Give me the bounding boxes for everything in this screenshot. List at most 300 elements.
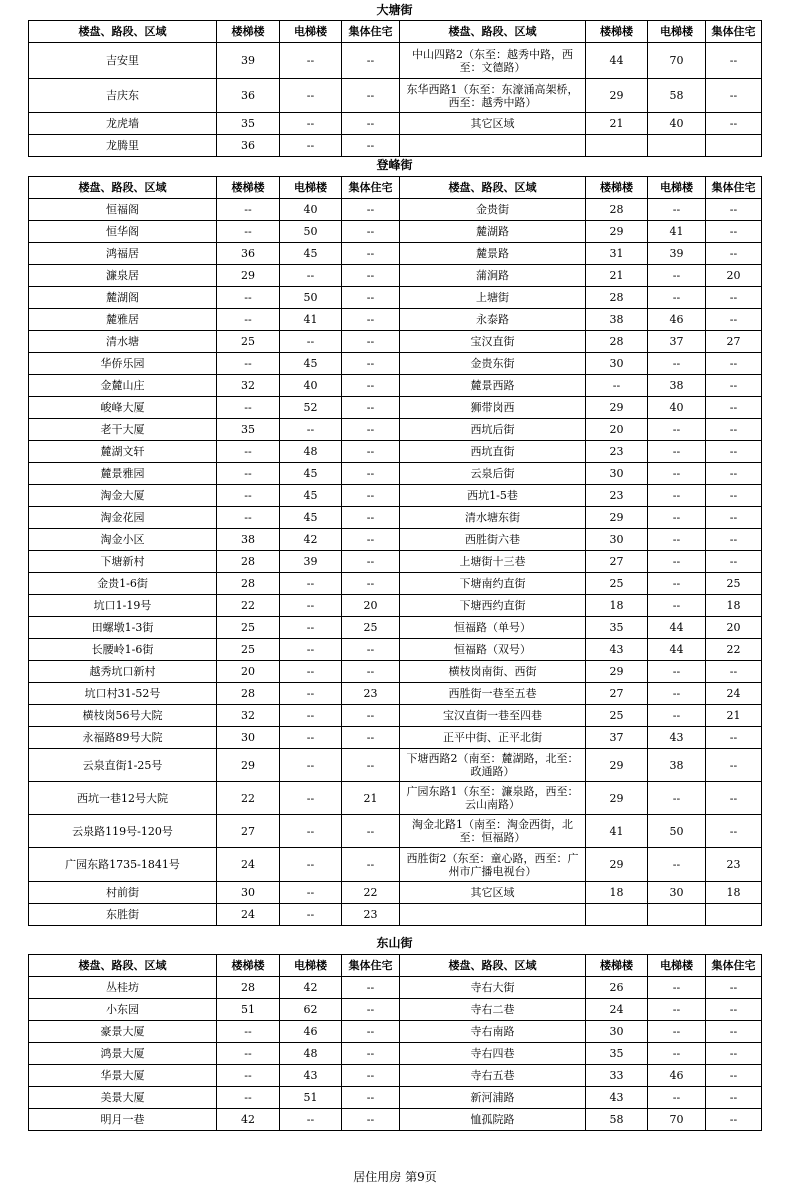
table-cell: -- bbox=[342, 999, 400, 1021]
table-cell: 23 bbox=[342, 904, 400, 926]
table-cell: 45 bbox=[280, 353, 342, 375]
table-cell: 22 bbox=[217, 595, 280, 617]
table-cell: 29 bbox=[586, 848, 648, 882]
table-cell: -- bbox=[706, 463, 762, 485]
table-cell: -- bbox=[342, 375, 400, 397]
table-cell: 28 bbox=[586, 331, 648, 353]
table-cell: 鸿福居 bbox=[29, 243, 217, 265]
table-cell: 22 bbox=[706, 639, 762, 661]
table-row bbox=[29, 782, 762, 815]
table-cell: 28 bbox=[217, 977, 280, 999]
table-cell: 70 bbox=[648, 1109, 706, 1131]
table-cell: -- bbox=[280, 727, 342, 749]
table-cell: -- bbox=[648, 1087, 706, 1109]
table-cell: -- bbox=[280, 419, 342, 441]
table-cell: 28 bbox=[217, 551, 280, 573]
table-cell: -- bbox=[342, 485, 400, 507]
table-cell: -- bbox=[342, 79, 400, 113]
table-cell: -- bbox=[342, 661, 400, 683]
table-cell: 麓景路 bbox=[400, 243, 586, 265]
table-cell: 横枝岗南街、西街 bbox=[400, 661, 586, 683]
table-cell: 50 bbox=[648, 815, 706, 848]
table-cell: 清水塘东街 bbox=[400, 507, 586, 529]
table-cell: 蒲涧路 bbox=[400, 265, 586, 287]
table-cell: 恒福路（单号） bbox=[400, 617, 586, 639]
table-cell: -- bbox=[648, 848, 706, 882]
table-cell: 42 bbox=[280, 977, 342, 999]
table-row bbox=[29, 749, 762, 782]
table-cell: 35 bbox=[586, 617, 648, 639]
table-cell: -- bbox=[217, 507, 280, 529]
table-row bbox=[29, 1109, 762, 1131]
table-cell: 28 bbox=[586, 199, 648, 221]
table-row bbox=[29, 243, 762, 265]
table-cell: -- bbox=[648, 705, 706, 727]
table-cell: 淘金小区 bbox=[29, 529, 217, 551]
table-cell: -- bbox=[648, 1043, 706, 1065]
table-cell: 32 bbox=[217, 705, 280, 727]
table-dongshan bbox=[28, 954, 762, 1131]
table-cell: 恒福阁 bbox=[29, 199, 217, 221]
table-row bbox=[29, 507, 762, 529]
table-cell: 宝汉直街 bbox=[400, 331, 586, 353]
table-cell: 46 bbox=[648, 309, 706, 331]
table-cell: 40 bbox=[280, 199, 342, 221]
table-cell: -- bbox=[342, 135, 400, 157]
table-row bbox=[29, 529, 762, 551]
table-cell: 寺右五巷 bbox=[400, 1065, 586, 1087]
table-cell: 38 bbox=[648, 375, 706, 397]
column-header: 集体住宅 bbox=[342, 177, 400, 199]
table-cell: -- bbox=[706, 507, 762, 529]
table-cell: 寺右大街 bbox=[400, 977, 586, 999]
table-row bbox=[29, 113, 762, 135]
table-cell: -- bbox=[648, 463, 706, 485]
table-cell: 明月一巷 bbox=[29, 1109, 217, 1131]
table-cell: -- bbox=[280, 749, 342, 782]
table-cell bbox=[586, 135, 648, 157]
table-cell: -- bbox=[706, 353, 762, 375]
table-cell: -- bbox=[342, 331, 400, 353]
table-cell bbox=[706, 135, 762, 157]
table-row bbox=[29, 79, 762, 113]
table-cell: 下塘西约直街 bbox=[400, 595, 586, 617]
table-cell: -- bbox=[648, 551, 706, 573]
table-cell: 27 bbox=[217, 815, 280, 848]
table-cell: 金贵街 bbox=[400, 199, 586, 221]
table-cell: 寺右四巷 bbox=[400, 1043, 586, 1065]
table-cell: 25 bbox=[586, 573, 648, 595]
column-header: 楼梯楼 bbox=[586, 177, 648, 199]
table-cell: -- bbox=[706, 1043, 762, 1065]
table-cell: -- bbox=[280, 661, 342, 683]
table-row bbox=[29, 727, 762, 749]
table-cell: -- bbox=[706, 309, 762, 331]
table-cell: 华侨乐园 bbox=[29, 353, 217, 375]
table-row bbox=[29, 1065, 762, 1087]
table-cell: -- bbox=[706, 749, 762, 782]
table-cell: -- bbox=[342, 749, 400, 782]
table-cell: 51 bbox=[280, 1087, 342, 1109]
table-cell: -- bbox=[280, 113, 342, 135]
table-cell: 29 bbox=[217, 265, 280, 287]
table-cell: -- bbox=[706, 79, 762, 113]
table-cell: 龙腾里 bbox=[29, 135, 217, 157]
table-cell: -- bbox=[217, 1043, 280, 1065]
table-cell: -- bbox=[342, 309, 400, 331]
table-cell: -- bbox=[342, 848, 400, 882]
table-cell: 豪景大厦 bbox=[29, 1021, 217, 1043]
table-cell: -- bbox=[706, 419, 762, 441]
table-row bbox=[29, 419, 762, 441]
table-cell: 43 bbox=[648, 727, 706, 749]
table-cell: -- bbox=[217, 485, 280, 507]
table-cell: 新河浦路 bbox=[400, 1087, 586, 1109]
column-header: 电梯楼 bbox=[648, 21, 706, 43]
table-cell: 西胜街六巷 bbox=[400, 529, 586, 551]
table-cell: 29 bbox=[586, 79, 648, 113]
section-title-datang: 大塘街 bbox=[376, 3, 413, 17]
table-cell: 39 bbox=[648, 243, 706, 265]
table-cell: 峻峰大厦 bbox=[29, 397, 217, 419]
table-cell: -- bbox=[342, 397, 400, 419]
table-cell: -- bbox=[706, 551, 762, 573]
table-cell: -- bbox=[648, 661, 706, 683]
table-row bbox=[29, 1043, 762, 1065]
table-cell: 25 bbox=[586, 705, 648, 727]
table-cell: -- bbox=[342, 419, 400, 441]
table-cell: 小东园 bbox=[29, 999, 217, 1021]
table-row bbox=[29, 43, 762, 79]
table-cell: 45 bbox=[280, 507, 342, 529]
table-cell: -- bbox=[280, 79, 342, 113]
table-cell: -- bbox=[280, 683, 342, 705]
table-cell: 25 bbox=[342, 617, 400, 639]
table-cell: -- bbox=[648, 485, 706, 507]
table-row bbox=[29, 463, 762, 485]
table-cell: 29 bbox=[217, 749, 280, 782]
table-cell: -- bbox=[342, 705, 400, 727]
table-cell: 20 bbox=[342, 595, 400, 617]
table-cell: 下塘西路2（南至：麓湖路，北至：政通路） bbox=[400, 749, 586, 782]
table-cell: 云泉后街 bbox=[400, 463, 586, 485]
table-cell: -- bbox=[217, 1065, 280, 1087]
table-cell: 29 bbox=[586, 221, 648, 243]
table-cell: 麓景雅园 bbox=[29, 463, 217, 485]
table-cell: 淘金花园 bbox=[29, 507, 217, 529]
table-cell: -- bbox=[217, 353, 280, 375]
table-cell: -- bbox=[342, 287, 400, 309]
table-cell: -- bbox=[217, 1087, 280, 1109]
table-cell: -- bbox=[280, 705, 342, 727]
table-cell: 下塘新村 bbox=[29, 551, 217, 573]
column-header: 楼梯楼 bbox=[586, 955, 648, 977]
table-cell bbox=[400, 135, 586, 157]
table-cell: 58 bbox=[586, 1109, 648, 1131]
table-cell: 云泉直街1-25号 bbox=[29, 749, 217, 782]
table-cell: 44 bbox=[648, 639, 706, 661]
table-cell: -- bbox=[280, 573, 342, 595]
table-cell: -- bbox=[706, 441, 762, 463]
column-header: 集体住宅 bbox=[706, 21, 762, 43]
column-header: 楼盘、路段、区域 bbox=[400, 21, 586, 43]
table-cell: -- bbox=[342, 243, 400, 265]
table-cell: 麓湖路 bbox=[400, 221, 586, 243]
table-cell: 20 bbox=[706, 617, 762, 639]
table-cell: -- bbox=[586, 375, 648, 397]
table-cell: -- bbox=[706, 782, 762, 815]
table-row bbox=[29, 639, 762, 661]
table-cell: 30 bbox=[586, 353, 648, 375]
table-cell: 29 bbox=[586, 749, 648, 782]
table-cell: 永福路89号大院 bbox=[29, 727, 217, 749]
table-cell: 32 bbox=[217, 375, 280, 397]
table-cell: -- bbox=[280, 265, 342, 287]
table-cell: -- bbox=[706, 999, 762, 1021]
table-cell bbox=[400, 904, 586, 926]
table-cell: -- bbox=[280, 595, 342, 617]
table-cell: -- bbox=[342, 507, 400, 529]
table-cell: 西坑一巷12号大院 bbox=[29, 782, 217, 815]
table-cell: 21 bbox=[706, 705, 762, 727]
table-cell: -- bbox=[648, 595, 706, 617]
table-cell: 39 bbox=[280, 551, 342, 573]
table-cell: 云泉路119号-120号 bbox=[29, 815, 217, 848]
table-cell: 46 bbox=[648, 1065, 706, 1087]
table-cell: -- bbox=[217, 309, 280, 331]
table-cell: -- bbox=[342, 1087, 400, 1109]
table-cell: 24 bbox=[217, 904, 280, 926]
table-cell: 36 bbox=[217, 243, 280, 265]
table-cell: 44 bbox=[586, 43, 648, 79]
table-cell: -- bbox=[280, 1109, 342, 1131]
table-cell: 41 bbox=[280, 309, 342, 331]
table-row bbox=[29, 375, 762, 397]
table-row bbox=[29, 705, 762, 727]
table-cell: -- bbox=[280, 43, 342, 79]
table-cell: 麓雅居 bbox=[29, 309, 217, 331]
table-cell: -- bbox=[648, 977, 706, 999]
table-cell: 西坑直街 bbox=[400, 441, 586, 463]
table-cell: 26 bbox=[586, 977, 648, 999]
table-cell: 31 bbox=[586, 243, 648, 265]
column-header: 电梯楼 bbox=[280, 21, 342, 43]
table-cell: -- bbox=[648, 507, 706, 529]
table-cell: -- bbox=[342, 463, 400, 485]
table-cell: -- bbox=[706, 375, 762, 397]
table-cell: 35 bbox=[586, 1043, 648, 1065]
table-cell: 48 bbox=[280, 1043, 342, 1065]
table-cell: 西坑1-5巷 bbox=[400, 485, 586, 507]
table-cell: -- bbox=[648, 199, 706, 221]
table-row bbox=[29, 397, 762, 419]
table-cell: -- bbox=[217, 199, 280, 221]
table-cell: -- bbox=[648, 287, 706, 309]
table-cell: 29 bbox=[586, 507, 648, 529]
table-cell: -- bbox=[706, 1065, 762, 1087]
table-cell: -- bbox=[280, 617, 342, 639]
table-cell: 东胜街 bbox=[29, 904, 217, 926]
table-cell: 其它区域 bbox=[400, 882, 586, 904]
table-row bbox=[29, 683, 762, 705]
table-cell: -- bbox=[706, 113, 762, 135]
table-cell: -- bbox=[280, 904, 342, 926]
table-row bbox=[29, 1087, 762, 1109]
table-cell: 21 bbox=[586, 113, 648, 135]
column-header: 楼盘、路段、区域 bbox=[400, 177, 586, 199]
table-datang bbox=[28, 20, 762, 157]
table-cell: 淘金大厦 bbox=[29, 485, 217, 507]
table-row bbox=[29, 221, 762, 243]
table-cell: -- bbox=[648, 999, 706, 1021]
section-title-dongshan: 东山街 bbox=[376, 936, 413, 950]
column-header: 集体住宅 bbox=[342, 955, 400, 977]
column-header: 楼梯楼 bbox=[586, 21, 648, 43]
table-cell: 坑口1-19号 bbox=[29, 595, 217, 617]
table-cell: 38 bbox=[586, 309, 648, 331]
table-cell: -- bbox=[342, 1021, 400, 1043]
table-cell: 老干大厦 bbox=[29, 419, 217, 441]
table-row bbox=[29, 999, 762, 1021]
table-cell: -- bbox=[217, 463, 280, 485]
table-cell: 吉安里 bbox=[29, 43, 217, 79]
table-cell: -- bbox=[648, 353, 706, 375]
table-cell: -- bbox=[280, 782, 342, 815]
table-cell: 35 bbox=[217, 419, 280, 441]
table-cell: 清水塘 bbox=[29, 331, 217, 353]
table-cell: 29 bbox=[586, 397, 648, 419]
table-cell: -- bbox=[342, 265, 400, 287]
table-cell: 45 bbox=[280, 485, 342, 507]
header-row bbox=[29, 177, 762, 199]
table-cell: 28 bbox=[586, 287, 648, 309]
table-cell: 濂泉居 bbox=[29, 265, 217, 287]
table-cell: 横枝岗56号大院 bbox=[29, 705, 217, 727]
table-cell: 52 bbox=[280, 397, 342, 419]
column-header: 电梯楼 bbox=[280, 955, 342, 977]
table-cell: 23 bbox=[706, 848, 762, 882]
table-row bbox=[29, 135, 762, 157]
table-cell: 27 bbox=[706, 331, 762, 353]
column-header: 楼梯楼 bbox=[217, 955, 280, 977]
table-cell: -- bbox=[280, 815, 342, 848]
table-cell: 30 bbox=[586, 529, 648, 551]
table-cell: 35 bbox=[217, 113, 280, 135]
table-cell: 43 bbox=[586, 1087, 648, 1109]
table-cell: -- bbox=[342, 551, 400, 573]
table-cell: 23 bbox=[586, 485, 648, 507]
table-row bbox=[29, 199, 762, 221]
table-cell: 中山四路2（东至：越秀中路，西至：文德路） bbox=[400, 43, 586, 79]
table-row bbox=[29, 287, 762, 309]
table-cell: -- bbox=[706, 243, 762, 265]
table-cell: 21 bbox=[586, 265, 648, 287]
table-cell: -- bbox=[342, 639, 400, 661]
table-cell: 43 bbox=[280, 1065, 342, 1087]
table-cell: -- bbox=[648, 573, 706, 595]
column-header: 电梯楼 bbox=[648, 955, 706, 977]
table-cell: 金贵1-6街 bbox=[29, 573, 217, 595]
table-cell: -- bbox=[342, 1065, 400, 1087]
table-cell: -- bbox=[217, 287, 280, 309]
table-cell: 48 bbox=[280, 441, 342, 463]
table-cell: 45 bbox=[280, 243, 342, 265]
table-cell: 36 bbox=[217, 79, 280, 113]
table-row bbox=[29, 617, 762, 639]
table-cell: 20 bbox=[586, 419, 648, 441]
table-cell: -- bbox=[706, 1021, 762, 1043]
table-dengfeng bbox=[28, 176, 762, 926]
table-cell: 淘金北路1（南至：淘金西街，北至：恒福路） bbox=[400, 815, 586, 848]
table-row bbox=[29, 485, 762, 507]
table-cell: 42 bbox=[280, 529, 342, 551]
column-header: 集体住宅 bbox=[706, 177, 762, 199]
table-cell: 恤孤院路 bbox=[400, 1109, 586, 1131]
table-cell: 23 bbox=[586, 441, 648, 463]
table-cell: 50 bbox=[280, 221, 342, 243]
table-cell: 麓景西路 bbox=[400, 375, 586, 397]
table-cell: -- bbox=[342, 529, 400, 551]
table-cell: -- bbox=[342, 43, 400, 79]
table-cell: 广园东路1（东至：濂泉路，西至：云山南路） bbox=[400, 782, 586, 815]
column-header: 楼盘、路段、区域 bbox=[29, 955, 217, 977]
table-cell: 恒福路（双号） bbox=[400, 639, 586, 661]
table-cell: 麓湖阁 bbox=[29, 287, 217, 309]
table-cell: 田螺墩1-3街 bbox=[29, 617, 217, 639]
table-cell: 21 bbox=[342, 782, 400, 815]
table-cell: 麓湖文轩 bbox=[29, 441, 217, 463]
table-row bbox=[29, 309, 762, 331]
table-cell: 24 bbox=[217, 848, 280, 882]
table-cell: 24 bbox=[706, 683, 762, 705]
table-row bbox=[29, 331, 762, 353]
column-header: 电梯楼 bbox=[280, 177, 342, 199]
table-cell: -- bbox=[706, 1109, 762, 1131]
table-cell: 上塘街 bbox=[400, 287, 586, 309]
table-cell: 恒华阁 bbox=[29, 221, 217, 243]
table-cell: -- bbox=[342, 113, 400, 135]
table-cell: -- bbox=[342, 441, 400, 463]
table-cell: 23 bbox=[342, 683, 400, 705]
table-cell: 18 bbox=[586, 595, 648, 617]
table-cell: 29 bbox=[586, 661, 648, 683]
table-cell: -- bbox=[280, 882, 342, 904]
table-cell: 西胜街一巷至五巷 bbox=[400, 683, 586, 705]
column-header: 楼盘、路段、区域 bbox=[29, 21, 217, 43]
table-cell: 22 bbox=[342, 882, 400, 904]
table-cell: 37 bbox=[586, 727, 648, 749]
column-header: 集体住宅 bbox=[706, 955, 762, 977]
table-cell: 58 bbox=[648, 79, 706, 113]
table-cell: 41 bbox=[586, 815, 648, 848]
table-row bbox=[29, 1021, 762, 1043]
table-cell: 40 bbox=[648, 397, 706, 419]
table-cell: 龙虎墙 bbox=[29, 113, 217, 135]
table-cell: 金麓山庄 bbox=[29, 375, 217, 397]
table-cell: -- bbox=[706, 397, 762, 419]
table-cell: -- bbox=[342, 727, 400, 749]
column-header: 楼梯楼 bbox=[217, 21, 280, 43]
table-cell: -- bbox=[217, 397, 280, 419]
table-cell: -- bbox=[706, 43, 762, 79]
table-row bbox=[29, 882, 762, 904]
table-cell: 长腰岭1-6街 bbox=[29, 639, 217, 661]
table-cell: -- bbox=[706, 529, 762, 551]
column-header: 楼盘、路段、区域 bbox=[400, 955, 586, 977]
table-cell: 25 bbox=[217, 639, 280, 661]
table-cell: 28 bbox=[217, 573, 280, 595]
table-cell: 20 bbox=[217, 661, 280, 683]
